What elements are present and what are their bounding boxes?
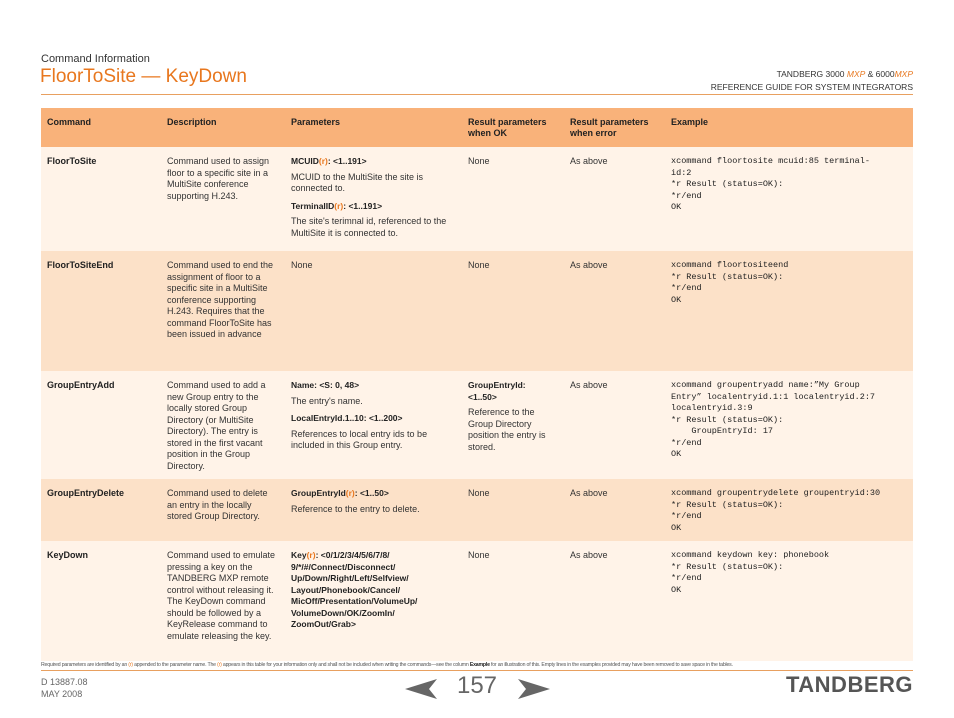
param-label: TerminalID	[291, 200, 335, 211]
param-range: : <1..191>	[327, 156, 367, 166]
result-ok-description: Reference to the Group Directory position the entry is stored.	[468, 407, 546, 452]
guide-title: REFERENCE GUIDE FOR SYSTEM INTEGRATORS	[710, 82, 913, 92]
param-label: GroupEntryId	[291, 488, 346, 498]
table-row	[41, 371, 913, 479]
result-ok-cell	[462, 541, 564, 661]
parameters-cell	[285, 541, 462, 661]
footnote-d: for an illustration of this. Empty lines in the examples provided may have been removed to save space in the tables.	[489, 662, 733, 668]
result-error-cell	[564, 371, 665, 479]
command-name: FloorToSite	[47, 156, 97, 166]
example-command: xcommand floortosite mcuid:85 terminal- id:2	[671, 156, 870, 178]
example-cell	[665, 251, 913, 371]
example-response: *r Result (status=OK): *r/end OK	[671, 179, 784, 212]
param-label: Key	[291, 550, 307, 560]
example-command: xcommand keydown key: phonebook	[671, 550, 830, 560]
param-range: : <1..191>	[343, 200, 383, 211]
col-result-err-l2: when error	[570, 128, 617, 138]
col-result-ok-l1: Result parameters	[468, 117, 547, 127]
description-text: Command used to add a new Group entry to the locally stored Group Directory (or MultiSite Directory). The entry is stored in the first vacant position in the Group Directory.	[167, 380, 266, 471]
col-parameters: Parameters	[285, 108, 462, 147]
doc-number: D 13887.08	[41, 677, 88, 687]
header-divider	[41, 94, 913, 95]
result-ok-cell	[462, 147, 564, 251]
result-error-cell	[564, 251, 665, 371]
parameters-cell	[285, 147, 462, 251]
param-label: LocalEntryId.1..10: <1..200>	[291, 413, 403, 423]
example-response: *r Result (status=OK): GroupEntryId: 17 *r/end OK	[671, 414, 784, 459]
result-ok-value: None	[468, 550, 490, 560]
param-description: Reference to the entry to delete.	[291, 503, 420, 514]
command-cell	[41, 251, 161, 371]
param-required: (r)	[306, 550, 316, 560]
example-cell	[665, 147, 913, 251]
param-label: MCUID	[291, 156, 319, 166]
result-ok-cell	[462, 371, 564, 479]
prev-page-arrow-icon[interactable]	[405, 679, 437, 699]
amp: &	[867, 69, 874, 79]
col-example: Example	[665, 108, 913, 147]
footnote-b: appended to the parameter name. The	[132, 662, 218, 668]
result-error-cell	[564, 479, 665, 541]
command-cell	[41, 479, 161, 541]
description-cell	[161, 251, 285, 371]
result-error-value: As above	[570, 156, 608, 166]
footnote-r1: (r)	[128, 662, 133, 668]
result-error-value: As above	[570, 550, 608, 560]
param-none: None	[291, 260, 313, 270]
result-ok-name: GroupEntryId: <1..50>	[468, 380, 526, 402]
param-description: The site's terimnal id, referenced to the MultiSite it is connected to.	[291, 216, 447, 238]
table-header-row	[41, 108, 913, 147]
footnote-c: appears in this table for your information only and shall not be included when writing the commands—see the column	[221, 662, 470, 668]
next-page-arrow-icon[interactable]	[518, 679, 550, 699]
command-name: GroupEntryDelete	[47, 488, 125, 498]
param-name	[291, 201, 456, 213]
mxp-b: MXP	[894, 69, 913, 79]
description-cell	[161, 541, 285, 661]
result-ok-value: None	[468, 156, 490, 166]
product-b: 6000	[875, 69, 895, 79]
param-range: : <1..50>	[354, 488, 389, 498]
footnote-r2: (r)	[217, 662, 222, 668]
col-result-ok-l2: when OK	[468, 128, 508, 138]
page-number: 157	[456, 672, 498, 699]
product-line	[711, 68, 913, 81]
result-error-value: As above	[570, 380, 608, 390]
param-description: The entry's name.	[291, 395, 363, 406]
param-range: : <0/1/2/3/4/5/6/7/8/ 9/*/#/Connect/Disconnect/ Up/Down/Right/Left/Selfview/ Layout/Phonebook/Cancel/ MicOff/Presentation/VolumeUp/ VolumeDown/OK/ZoomIn/ ZoomOut/Grab>	[291, 550, 418, 629]
result-ok-value: None	[468, 488, 490, 498]
table-row	[41, 541, 913, 661]
result-ok-cell	[462, 479, 564, 541]
footer-divider	[41, 670, 913, 671]
parameters-cell	[285, 371, 462, 479]
param-name	[291, 380, 456, 392]
page-title: FloorToSite — KeyDown	[40, 66, 247, 87]
col-result-error	[564, 108, 665, 147]
description-text: Command used to end the assignment of floor to a specific site in a MultiSite conference supporting H.243. Requires that the command FloorToSite has been issued in advance	[167, 260, 274, 339]
description-text: Command used to assign floor to a specific site in a MultiSite conference supporting H.243.	[167, 156, 270, 201]
col-description: Description	[161, 108, 285, 147]
result-error-cell	[564, 541, 665, 661]
example-response: *r Result (status=OK): *r/end OK	[671, 499, 784, 533]
example-cell	[665, 371, 913, 479]
col-result-ok	[462, 108, 564, 147]
description-text: Command used to delete an entry in the locally stored Group Directory.	[167, 488, 268, 521]
doc-date: MAY 2008	[41, 689, 83, 699]
command-cell	[41, 541, 161, 661]
param-name	[291, 550, 456, 631]
description-cell	[161, 371, 285, 479]
example-command: xcommand floortositeend	[671, 260, 789, 270]
mxp-a: MXP	[846, 69, 866, 79]
param-required: (r)	[345, 488, 355, 498]
result-error-value: As above	[570, 488, 608, 498]
example-command: xcommand groupentryadd name:”My Group Entry” localentryid.1:1 localentryid.2:7 localentryid.3:9	[671, 380, 876, 413]
description-text: Command used to emulate pressing a key on the TANDBERG MXP remote control without releasing it. The KeyDown command should be followed by a KeyRelease command to emulate releasing the key.	[167, 550, 276, 641]
parameters-cell	[285, 479, 462, 541]
result-ok-value: None	[468, 260, 490, 270]
description-cell	[161, 147, 285, 251]
param-required: (r)	[318, 156, 328, 166]
table-row	[41, 479, 913, 541]
command-name: KeyDown	[47, 550, 89, 560]
table-row	[41, 147, 913, 251]
command-cell	[41, 371, 161, 479]
footnote	[41, 662, 921, 668]
param-description: References to local entry ids to be included in this Group entry.	[291, 428, 428, 450]
footnote-a: Required parameters are identified by an	[41, 662, 129, 668]
product-a: TANDBERG 3000	[776, 69, 845, 79]
table-row	[41, 251, 913, 371]
tandberg-logo: TANDBERG	[785, 672, 913, 697]
example-cell	[665, 479, 913, 541]
param-description: MCUID to the MultiSite the site is connected to.	[291, 171, 424, 193]
parameters-cell	[285, 251, 462, 371]
col-result-err-l1: Result parameters	[570, 117, 649, 127]
param-name	[291, 413, 456, 425]
param-name	[291, 488, 456, 500]
param-label: Name: <S: 0, 48>	[291, 380, 360, 390]
command-table	[41, 108, 913, 661]
result-error-value: As above	[570, 260, 608, 270]
product-header	[711, 68, 913, 94]
param-required: (r)	[334, 200, 344, 211]
command-cell	[41, 147, 161, 251]
param-name	[291, 156, 456, 168]
example-response: *r Result (status=OK): *r/end OK	[671, 271, 784, 305]
command-name: FloorToSiteEnd	[47, 260, 114, 270]
result-error-cell	[564, 147, 665, 251]
document-id	[41, 676, 88, 700]
example-command: xcommand groupentrydelete groupentryid:30	[671, 488, 881, 498]
description-cell	[161, 479, 285, 541]
example-cell	[665, 541, 913, 661]
command-name: GroupEntryAdd	[47, 380, 115, 390]
footnote-example: Example	[469, 662, 490, 668]
col-command: Command	[41, 108, 161, 147]
example-response: *r Result (status=OK): *r/end OK	[671, 561, 784, 595]
section-label: Command Information	[41, 53, 150, 65]
result-ok-cell	[462, 251, 564, 371]
